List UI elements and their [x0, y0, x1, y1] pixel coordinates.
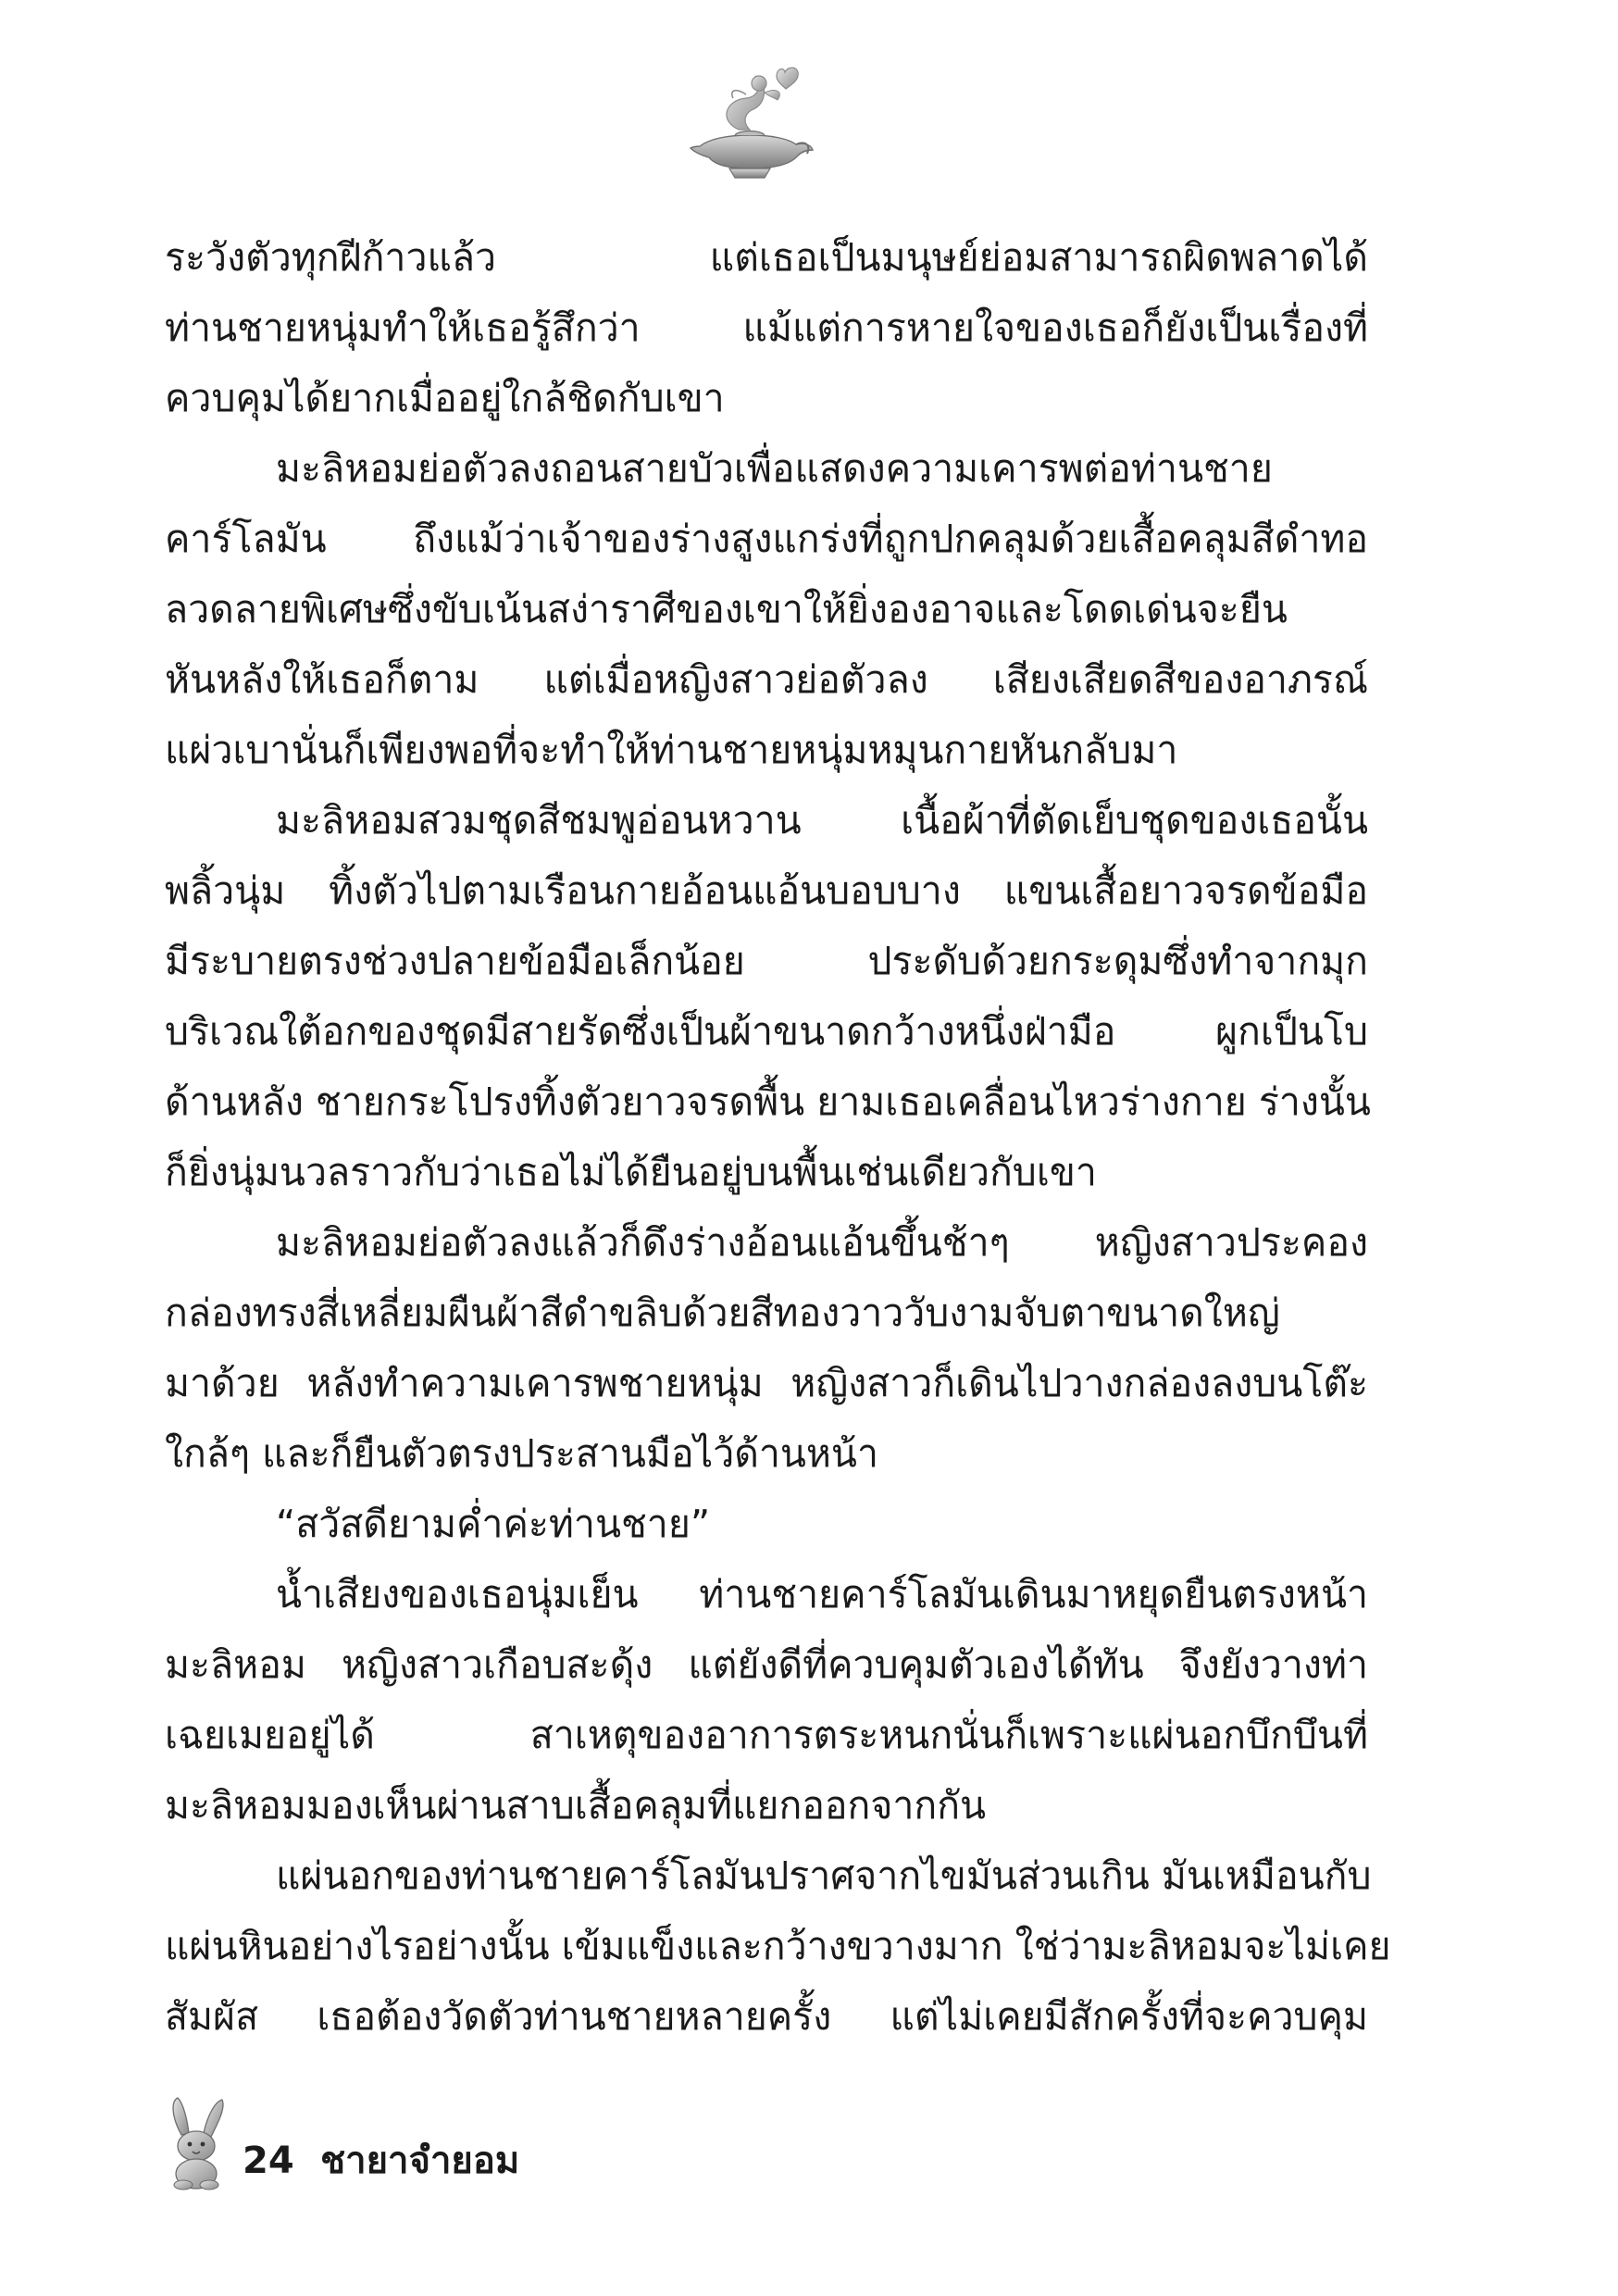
text-line: แผ่นอกของท่านชายคาร์โลมันปราศจากไขมันส่วนเกิน มันเหมือนกับ: [276, 1853, 1372, 1898]
text-line: ใกล้ๆ และก็ยืนตัวตรงประสานมือไว้ด้านหน้า: [165, 1431, 878, 1476]
rabbit-icon: [165, 2094, 230, 2190]
text-line: มะลิหอม หญิงสาวเกือบสะดุ้ง แต่ยังดีที่ควบคุมตัวเองได้ทัน จึงยังวางท่า: [165, 1642, 1368, 1687]
paragraph: [165, 222, 1368, 433]
paragraph: [165, 1559, 1368, 1841]
text-line: ลวดลายพิเศษซึ่งขับเน้นสง่าราศีของเขาให้ยิ่งองอาจและโดดเด่นจะยืน: [165, 587, 1288, 631]
text-line: ด้านหลัง ชายกระโปรงทิ้งตัวยาวจรดพื้น ยามเธอเคลื่อนไหวร่างกาย ร่างนั้น: [165, 1079, 1371, 1124]
text-line: บริเวณใต้อกของชุดมีสายรัดซึ่งเป็นผ้าขนาดกว้างหนึ่งฝ่ามือ ผูกเป็นโบ: [165, 1009, 1368, 1054]
page-number: 24: [243, 2140, 294, 2182]
text-line: แผ่วเบานั่นก็เพียงพอที่จะทำให้ท่านชายหนุ่มหมุนกายหันกลับมา: [165, 728, 1178, 772]
paragraph: [165, 433, 1368, 785]
text-line: มะลิหอมสวมชุดสีชมพูอ่อนหวาน เนื้อผ้าที่ตัดเย็บชุดของเธอนั้น: [276, 798, 1368, 842]
text-line: คาร์โลมัน ถึงแม้ว่าเจ้าของร่างสูงแกร่งที่ถูกปกคลุมด้วยเสื้อคลุมสีดำทอ: [165, 517, 1368, 561]
body-text: [165, 222, 1391, 2052]
text-line: มาด้วย หลังทำความเคารพชายหนุ่ม หญิงสาวก็เดินไปวางกล่องลงบนโต๊ะ: [165, 1361, 1368, 1405]
text-line: ก็ยิ่งนุ่มนวลราวกับว่าเธอไม่ได้ยืนอยู่บนพื้นเช่นเดียวกับเขา: [165, 1150, 1097, 1194]
text-line: มะลิหอมมองเห็นผ่านสาบเสื้อคลุมที่แยกออกจากกัน: [165, 1783, 987, 1828]
text-line: น้ำเสียงของเธอนุ่มเย็น ท่านชายคาร์โลมันเดินมาหยุดยืนตรงหน้า: [276, 1572, 1368, 1616]
book-title: ชายาจำยอม: [320, 2140, 520, 2182]
text-line: ระวังตัวทุกฝีก้าวแล้ว แต่เธอเป็นมนุษย์ย่อมสามารถผิดพลาดได้: [165, 235, 1368, 280]
text-line: พลิ้วนุ่ม ทิ้งตัวไปตามเรือนกายอ้อนแอ้นบอบบาง แขนเสื้อยาวจรดข้อมือ: [165, 868, 1368, 913]
paragraph: [165, 1207, 1368, 1489]
paragraph: [165, 1841, 1391, 2052]
text-line: แผ่นหินอย่างไรอย่างนั้น เข้มแข็งและกว้างขวางมาก ใช่ว่ามะลิหอมจะไม่เคย: [165, 1924, 1391, 1968]
text-line: ควบคุมได้ยากเมื่ออยู่ใกล้ชิดกับเขา: [165, 376, 725, 420]
genie-lamp-icon: [681, 56, 820, 185]
text-line: ท่านชายหนุ่มทำให้เธอรู้สึกว่า แม้แต่การหายใจของเธอก็ยังเป็นเรื่องที่: [165, 306, 1368, 350]
text-line: เฉยเมยอยู่ได้ สาเหตุของอาการตระหนกนั่นก็เพราะแผ่นอกบึกบึนที่: [165, 1713, 1368, 1757]
page-footer: [165, 2094, 813, 2196]
text-line: กล่องทรงสี่เหลี่ยมผืนผ้าสีดำขลิบด้วยสีทองวาววับงามจับตาขนาดใหญ่: [165, 1291, 1280, 1335]
text-line: หันหลังให้เธอก็ตาม แต่เมื่อหญิงสาวย่อตัวลง เสียงเสียดสีของอาภรณ์: [165, 657, 1368, 702]
dialogue-line: “สวัสดียามค่ำค่ะท่านชาย”: [276, 1502, 711, 1546]
text-line: สัมผัส เธอต้องวัดตัวท่านชายหลายครั้ง แต่ไม่เคยมีสักครั้งที่จะควบคุม: [165, 1994, 1368, 2039]
text-line: มีระบายตรงช่วงปลายข้อมือเล็กน้อย ประดับด้วยกระดุมซึ่งทำจากมุก: [165, 939, 1368, 983]
text-line: มะลิหอมย่อตัวลงแล้วก็ดึงร่างอ้อนแอ้นขึ้นช้าๆ หญิงสาวประคอง: [276, 1220, 1368, 1265]
dialogue-paragraph: [165, 1489, 1368, 1559]
paragraph: [165, 785, 1371, 1207]
text-line: มะลิหอมย่อตัวลงถอนสายบัวเพื่อแสดงความเคารพต่อท่านชาย: [276, 446, 1273, 491]
